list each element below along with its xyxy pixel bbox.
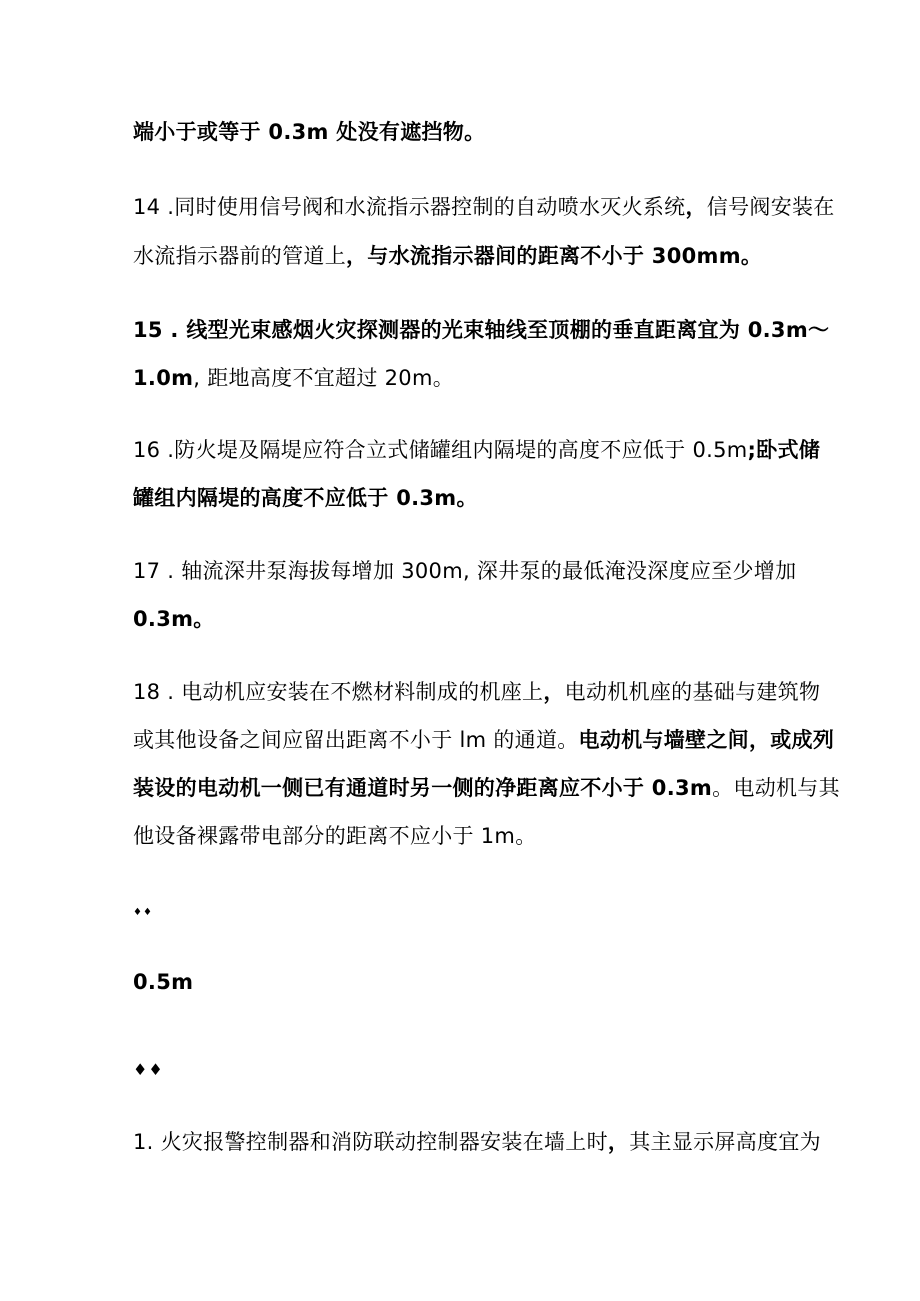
item-1-line-1-rest: 其主显示屏高度宜为 (629, 1130, 821, 1154)
p14-line-2-text: 水流指示器前的管道上 (133, 244, 346, 268)
p18-line-1-rest: 电动机机座的基础与建筑物 (564, 680, 821, 704)
p13-line-1: 端小于或等于 0.3m 处没有遮挡物。 (133, 120, 486, 144)
p18-line-3 (133, 774, 840, 802)
p14-line-1-text: 14 .同时使用信号阀和水流指示器控制的自动喷水灭火系统 (133, 195, 686, 219)
p16-line-2 (133, 484, 803, 512)
p16-line-1-text: 16 .防火堤及隔堤应符合立式储罐组内隔堤的高度不应低于 0.5m (133, 438, 748, 462)
p18-line-1-text: 18 . 电动机应安装在不燃材料制成的机座上 (133, 680, 544, 704)
heading-0-5m (133, 968, 803, 996)
p16-line-1 (133, 436, 821, 464)
p18-line-4 (133, 822, 803, 850)
p18-line-4-text: 他设备裸露带电部分的距离不应小于 1m。 (133, 824, 537, 848)
p17-line-1 (133, 557, 803, 585)
p15-line-2-rest: , 距地高度不宜超过 20m。 (193, 366, 454, 390)
p17-line-2 (133, 605, 803, 633)
p15-line-1-text: 15 . 线型光束感烟火灾探测器的光束轴线至顶棚的垂直距离宜为 0.3m～ (133, 318, 830, 342)
p14-line-1-comma: ， (685, 195, 707, 219)
p17-line-1-text: 17 . 轴流深井泵海拔每增加 300m, 深井泵的最低淹没深度应至少增加 (133, 559, 797, 583)
p18-line-2-bold: 电动机与墙壁之间，或成列 (578, 728, 835, 752)
p15-line-2-bold: 1.0m (133, 366, 194, 390)
p15-line-2 (133, 364, 803, 392)
p18-line-1-comma: ， (543, 680, 565, 704)
p18-line-1 (133, 678, 821, 706)
diamond-marker-large: ♦♦ (133, 1060, 164, 1079)
p14-line-1-rest: 信号阀安装在 (706, 195, 835, 219)
item-1-line-1-text: 1. 火灾报警控制器和消防联动控制器安装在墙上时 (133, 1130, 608, 1154)
heading-0-5m-text: 0.5m (133, 970, 194, 994)
p18-line-2 (133, 726, 835, 754)
paragraph-13-tail (133, 118, 803, 146)
p18-line-3-text: 。电动机与其 (712, 776, 840, 800)
p14-line-2-bold: ，与水流指示器间的距离不小于 300mm。 (346, 244, 763, 268)
item-1-line-1-comma: ， (607, 1130, 630, 1154)
p18-line-2-text: 或其他设备之间应留出距离不小于 lm 的通道。 (133, 728, 579, 752)
p14-line-1 (133, 193, 835, 221)
item-1-line-1 (133, 1128, 821, 1156)
p17-line-2-text: 0.3m。 (133, 607, 215, 631)
p16-line-2-text: 罐组内隔堤的高度不应低于 0.3m。 (133, 486, 478, 510)
diamond-marker-small: ♦♦ (133, 907, 153, 918)
p16-line-1-bold: ;卧式储 (747, 438, 821, 462)
p18-line-3-bold: 装设的电动机一侧已有通道时另一侧的净距离应不小于 0.3m (133, 776, 713, 800)
p15-line-1 (133, 316, 830, 344)
p14-line-2 (133, 242, 803, 270)
